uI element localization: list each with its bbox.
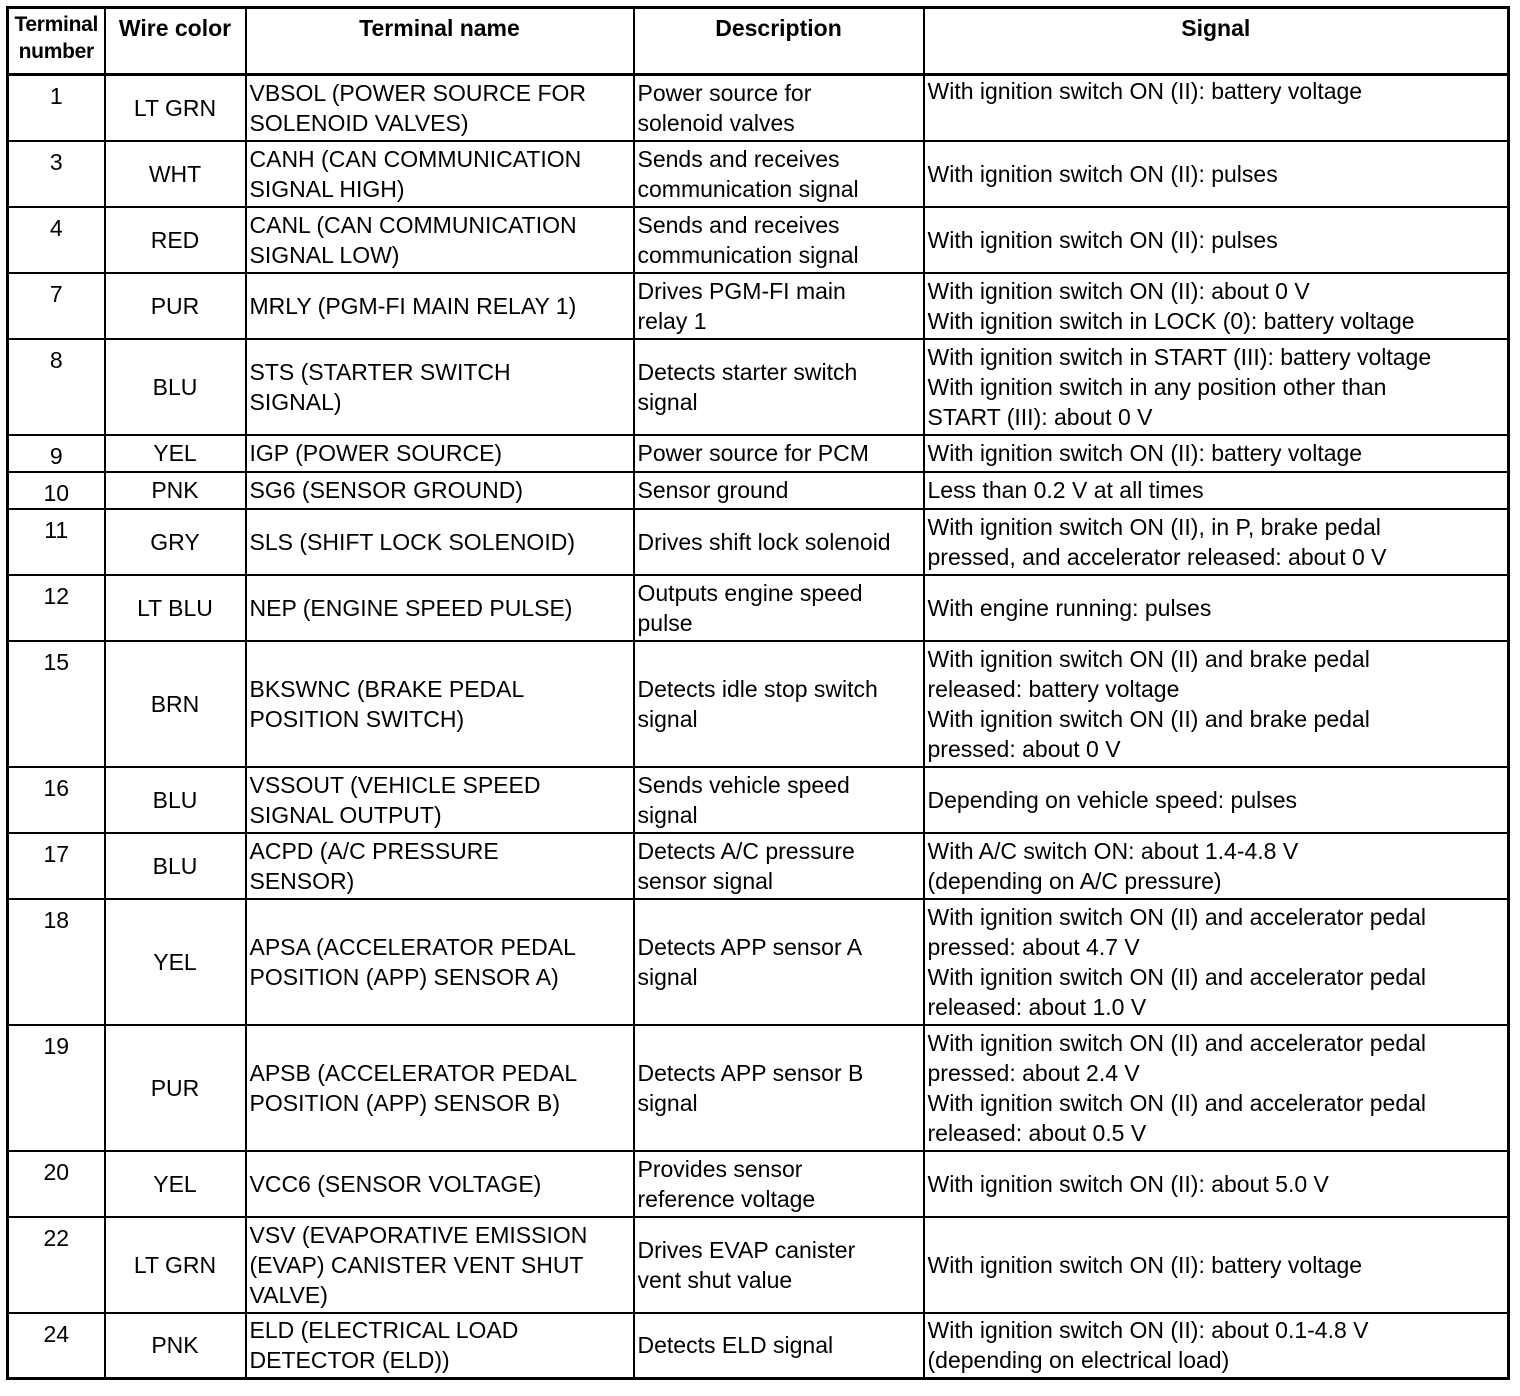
description-cell: [634, 75, 924, 141]
signal-cell: [924, 767, 1509, 833]
terminal-number-cell: 18: [8, 899, 105, 1025]
terminal-name-cell-line: VALVE): [249, 1281, 328, 1308]
terminal-number-cell: 17: [8, 833, 105, 899]
terminal-number-cell: 24: [8, 1313, 105, 1379]
terminal-name-cell: [246, 833, 634, 899]
header-signal: Signal: [924, 8, 1509, 75]
description-cell: [634, 833, 924, 899]
wire-color-cell: BLU: [105, 833, 246, 899]
table-row: [8, 1151, 1509, 1217]
description-cell-line: Sends and receives: [637, 145, 840, 172]
signal-cell-line: released: about 1.0 V: [927, 993, 1147, 1020]
signal-cell: [924, 1313, 1509, 1379]
terminal-number-cell: 19: [8, 1025, 105, 1151]
description-cell-line: signal: [637, 705, 698, 732]
wire-color-cell: PNK: [105, 472, 246, 509]
signal-cell: [924, 509, 1509, 575]
signal-cell-line: With ignition switch ON (II) and accelerator pedal: [927, 903, 1427, 930]
description-cell-line: Drives shift lock solenoid: [637, 528, 891, 555]
description-cell-line: pulse: [637, 609, 693, 636]
table-row: [8, 339, 1509, 435]
description-cell: [634, 575, 924, 641]
signal-cell-line: released: about 0.5 V: [927, 1119, 1147, 1146]
description-cell-line: Detects A/C pressure: [637, 837, 855, 864]
terminal-number-cell: 12: [8, 575, 105, 641]
terminal-number-cell: 11: [8, 509, 105, 575]
signal-cell-line: With ignition switch ON (II) and accelerator pedal: [927, 1089, 1427, 1116]
terminal-name-cell-line: IGP (POWER SOURCE): [249, 440, 503, 466]
signal-cell-line: With ignition switch ON (II): about 0 V: [927, 277, 1310, 304]
signal-cell: [924, 472, 1509, 509]
description-cell: [634, 899, 924, 1025]
terminal-name-cell-line: CANH (CAN COMMUNICATION: [249, 145, 582, 172]
terminal-name-cell-line: POSITION (APP) SENSOR A): [249, 963, 559, 990]
signal-cell: [924, 75, 1509, 141]
table-row: [8, 833, 1509, 899]
signal-cell-line: Depending on vehicle speed: pulses: [927, 786, 1298, 813]
signal-cell: [924, 1151, 1509, 1217]
signal-cell-line: With ignition switch in any position other than: [927, 373, 1387, 400]
terminal-name-cell: [246, 1217, 634, 1313]
signal-cell-line: pressed: about 4.7 V: [927, 933, 1140, 960]
signal-cell-line: (depending on electrical load): [927, 1347, 1230, 1374]
table-row: [8, 75, 1509, 141]
description-cell-line: Drives PGM-FI main: [637, 277, 846, 304]
table-row: [8, 509, 1509, 575]
signal-cell: [924, 273, 1509, 339]
signal-cell: [924, 833, 1509, 899]
wire-color-cell: YEL: [105, 899, 246, 1025]
description-cell-line: Detects idle stop switch: [637, 675, 878, 702]
terminal-number-cell: 20: [8, 1151, 105, 1217]
terminal-name-cell-line: NEP (ENGINE SPEED PULSE): [249, 594, 573, 621]
table-row: [8, 1025, 1509, 1151]
description-cell-line: Drives EVAP canister: [637, 1236, 856, 1263]
wire-color-cell: YEL: [105, 1151, 246, 1217]
terminal-name-cell: [246, 339, 634, 435]
wire-color-cell: BRN: [105, 641, 246, 767]
signal-cell-line: With ignition switch in START (III): battery voltage: [927, 343, 1432, 370]
signal-cell-line: With ignition switch ON (II): battery voltage: [927, 440, 1363, 466]
terminal-name-cell-line: APSB (ACCELERATOR PEDAL: [249, 1059, 578, 1086]
wire-color-cell: LT GRN: [105, 1217, 246, 1313]
header-wire-color: Wire color: [105, 8, 246, 75]
terminal-name-cell: [246, 75, 634, 141]
description-cell: [634, 472, 924, 509]
description-cell-line: signal: [637, 388, 698, 415]
terminal-name-cell-line: VSV (EVAPORATIVE EMISSION: [249, 1221, 588, 1248]
signal-cell-line: (depending on A/C pressure): [927, 867, 1222, 894]
signal-cell-line: With ignition switch ON (II) and accelerator pedal: [927, 1029, 1427, 1056]
terminal-name-cell: [246, 641, 634, 767]
terminal-number-cell: 15: [8, 641, 105, 767]
description-cell-line: communication signal: [637, 175, 859, 202]
terminal-name-cell: [246, 435, 634, 472]
terminal-name-cell-line: APSA (ACCELERATOR PEDAL: [249, 933, 576, 960]
description-cell-line: Power source for: [637, 79, 812, 106]
signal-cell: [924, 575, 1509, 641]
table-row: [8, 1313, 1509, 1379]
signal-cell-line: With ignition switch ON (II): about 5.0 V: [927, 1170, 1329, 1197]
description-cell-line: sensor signal: [637, 867, 774, 894]
terminal-name-cell-line: DETECTOR (ELD)): [249, 1347, 450, 1374]
header-terminal-number: Terminal number: [8, 8, 105, 75]
description-cell: [634, 509, 924, 575]
description-cell-line: signal: [637, 963, 698, 990]
signal-cell-line: With ignition switch ON (II): pulses: [927, 226, 1278, 253]
terminal-name-cell-line: SOLENOID VALVES): [249, 109, 469, 136]
terminal-number-cell: 10: [8, 472, 105, 509]
description-cell-line: Outputs engine speed: [637, 579, 863, 606]
wire-color-cell: LT BLU: [105, 575, 246, 641]
wire-color-cell: YEL: [105, 435, 246, 472]
terminal-name-cell: [246, 207, 634, 273]
terminal-number-cell: 8: [8, 339, 105, 435]
terminal-name-cell-line: CANL (CAN COMMUNICATION: [249, 211, 577, 238]
wire-color-cell: BLU: [105, 767, 246, 833]
terminal-name-cell-line: SLS (SHIFT LOCK SOLENOID): [249, 528, 575, 555]
table-row: [8, 273, 1509, 339]
terminal-name-cell-line: POSITION (APP) SENSOR B): [249, 1089, 561, 1116]
signal-cell: [924, 207, 1509, 273]
description-cell-line: Sensor ground: [637, 477, 789, 503]
description-cell-line: signal: [637, 801, 698, 828]
terminal-name-cell-line: ACPD (A/C PRESSURE: [249, 837, 499, 864]
signal-cell-line: pressed: about 2.4 V: [927, 1059, 1140, 1086]
wire-color-cell: PUR: [105, 1025, 246, 1151]
terminal-number-cell: 16: [8, 767, 105, 833]
terminal-name-cell: [246, 1025, 634, 1151]
wire-color-cell: BLU: [105, 339, 246, 435]
description-cell-line: Detects starter switch: [637, 358, 858, 385]
description-cell: [634, 1151, 924, 1217]
description-cell-line: Detects APP sensor B: [637, 1059, 864, 1086]
description-cell-line: Provides sensor: [637, 1155, 803, 1182]
signal-cell-line: With ignition switch ON (II): battery voltage: [927, 1251, 1363, 1278]
terminal-number-cell: 22: [8, 1217, 105, 1313]
description-cell: [634, 273, 924, 339]
terminal-number-cell: 3: [8, 141, 105, 207]
signal-cell-line: With ignition switch ON (II): battery voltage: [927, 78, 1363, 104]
terminal-number-cell: 4: [8, 207, 105, 273]
terminal-name-cell-line: VSSOUT (VEHICLE SPEED: [249, 771, 541, 798]
description-cell: [634, 767, 924, 833]
description-cell-line: signal: [637, 1089, 698, 1116]
table-row: [8, 1217, 1509, 1313]
wire-color-cell: WHT: [105, 141, 246, 207]
signal-cell-line: With ignition switch ON (II) and brake pedal: [927, 705, 1370, 732]
description-cell-line: Sends vehicle speed: [637, 771, 850, 798]
terminal-name-cell-line: MRLY (PGM-FI MAIN RELAY 1): [249, 292, 577, 319]
signal-cell-line: pressed, and accelerator released: about 0 V: [927, 543, 1387, 570]
description-cell: [634, 1025, 924, 1151]
signal-cell: [924, 141, 1509, 207]
description-cell-line: communication signal: [637, 241, 859, 268]
signal-cell: [924, 1025, 1509, 1151]
description-cell: [634, 1313, 924, 1379]
terminal-name-cell-line: SG6 (SENSOR GROUND): [249, 477, 523, 503]
terminal-name-cell: [246, 899, 634, 1025]
terminal-name-cell-line: (EVAP) CANISTER VENT SHUT: [249, 1251, 584, 1278]
terminal-name-cell-line: POSITION SWITCH): [249, 705, 465, 732]
signal-cell-line: START (III): about 0 V: [927, 403, 1153, 430]
wire-color-cell: PNK: [105, 1313, 246, 1379]
description-cell-line: Detects APP sensor A: [637, 933, 863, 960]
signal-cell: [924, 339, 1509, 435]
terminal-number-cell: 9: [8, 435, 105, 472]
signal-cell-line: With ignition switch ON (II), in P, brake pedal: [927, 513, 1381, 540]
signal-cell-line: pressed: about 0 V: [927, 735, 1121, 762]
description-cell: [634, 141, 924, 207]
description-cell: [634, 1217, 924, 1313]
description-cell-line: Sends and receives: [637, 211, 840, 238]
signal-cell: [924, 899, 1509, 1025]
table-row: [8, 435, 1509, 472]
description-cell-line: reference voltage: [637, 1185, 816, 1212]
description-cell-line: relay 1: [637, 307, 707, 334]
wire-color-cell: LT GRN: [105, 75, 246, 141]
table-row: [8, 899, 1509, 1025]
description-cell: [634, 339, 924, 435]
header-row: [8, 8, 1509, 75]
table-row: [8, 472, 1509, 509]
terminal-name-cell-line: SIGNAL): [249, 388, 342, 415]
terminal-number-cell: 1: [8, 75, 105, 141]
terminal-name-cell: [246, 575, 634, 641]
header-description: Description: [634, 8, 924, 75]
signal-cell: [924, 435, 1509, 472]
terminal-name-cell-line: SIGNAL HIGH): [249, 175, 405, 202]
description-cell: [634, 207, 924, 273]
table-row: [8, 767, 1509, 833]
signal-cell: [924, 1217, 1509, 1313]
description-cell: [634, 641, 924, 767]
signal-cell-line: With ignition switch ON (II) and brake pedal: [927, 645, 1370, 672]
table-row: [8, 641, 1509, 767]
terminal-name-cell-line: VCC6 (SENSOR VOLTAGE): [249, 1170, 542, 1197]
signal-cell-line: With A/C switch ON: about 1.4-4.8 V: [927, 837, 1299, 864]
terminal-table: [6, 6, 1510, 1380]
wire-color-cell: RED: [105, 207, 246, 273]
description-cell-line: Detects ELD signal: [637, 1332, 834, 1359]
signal-cell: [924, 641, 1509, 767]
signal-cell-line: With engine running: pulses: [927, 594, 1212, 621]
terminal-name-cell-line: VBSOL (POWER SOURCE FOR: [249, 79, 587, 106]
terminal-name-cell: [246, 472, 634, 509]
terminal-name-cell-line: SIGNAL OUTPUT): [249, 801, 442, 828]
terminal-name-cell: [246, 273, 634, 339]
terminal-number-cell: 7: [8, 273, 105, 339]
description-cell: [634, 435, 924, 472]
terminal-name-cell: [246, 1313, 634, 1379]
terminal-name-cell-line: BKSWNC (BRAKE PEDAL: [249, 675, 525, 702]
table-row: [8, 575, 1509, 641]
terminal-name-cell: [246, 141, 634, 207]
header-terminal-name: Terminal name: [246, 8, 634, 75]
terminal-name-cell-line: SIGNAL LOW): [249, 241, 400, 268]
terminal-name-cell-line: SENSOR): [249, 867, 355, 894]
signal-cell-line: With ignition switch in LOCK (0): battery voltage: [927, 307, 1415, 334]
table-row: [8, 141, 1509, 207]
wire-color-cell: PUR: [105, 273, 246, 339]
terminal-name-cell: [246, 767, 634, 833]
description-cell-line: vent shut value: [637, 1266, 793, 1293]
signal-cell-line: released: battery voltage: [927, 675, 1180, 702]
table-row: [8, 207, 1509, 273]
wire-color-cell: GRY: [105, 509, 246, 575]
signal-cell-line: With ignition switch ON (II) and accelerator pedal: [927, 963, 1427, 990]
signal-cell-line: With ignition switch ON (II): about 0.1-4.8 V: [927, 1317, 1369, 1344]
terminal-name-cell: [246, 509, 634, 575]
terminal-name-cell-line: ELD (ELECTRICAL LOAD: [249, 1317, 519, 1344]
table-body: [8, 75, 1509, 1379]
terminal-name-cell: [246, 1151, 634, 1217]
signal-cell-line: With ignition switch ON (II): pulses: [927, 160, 1278, 187]
description-cell-line: solenoid valves: [637, 109, 795, 136]
description-cell-line: Power source for PCM: [637, 440, 869, 466]
terminal-name-cell-line: STS (STARTER SWITCH: [249, 358, 511, 385]
signal-cell-line: Less than 0.2 V at all times: [927, 477, 1204, 503]
